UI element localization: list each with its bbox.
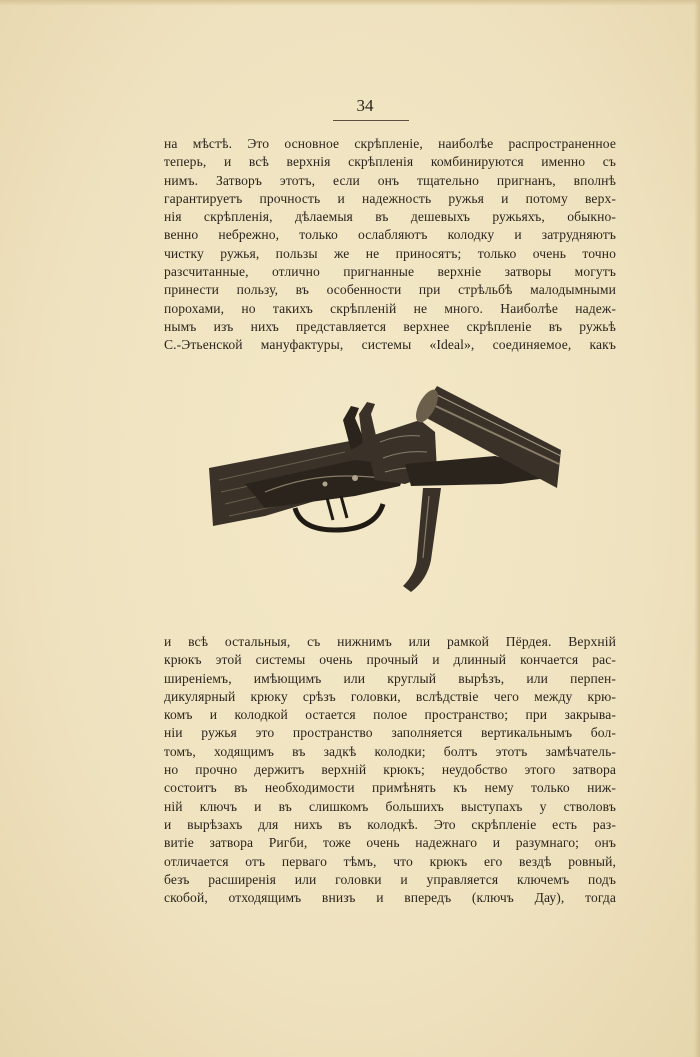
shotgun-illustration [205,380,565,600]
text-line: но прочно держитъ верхній крюкъ; неудобство этого затвора [164,762,616,778]
trigger-guard [295,504,383,530]
text-line: и всѣ остальныя, съ нижнимъ или рамкой Пёрдея. Верхній [164,634,616,649]
text-line: принести пользу, въ особенности при стрѣльбѣ малодымными [164,282,616,298]
text-line: нія скрѣпленія, дѣлаемыя въ дешевыхъ ружьяхъ, обыкно- [164,209,616,225]
page-number: 34 [356,96,374,115]
text-line: разсчитанные, отлично пригнанные верхніе затворы могутъ [164,264,616,280]
text-line: чистку ружья, пользы же не приносятъ; только очень точно [164,245,616,261]
trigger [341,496,347,518]
text-line: отличается отъ перваго тѣмъ, что крюкъ его вездѣ ровный, [164,853,616,869]
paragraph-top [164,135,616,355]
text-line: порохами, но такихъ скрѣпленій не много. Наиболѣе надеж- [164,300,616,316]
lock-pin [352,475,358,481]
text-line: крюкъ этой системы очень прочный и длинный кончается рас- [164,652,616,668]
page-number-rule [333,120,409,121]
text-line: скобой, отходящимъ внизъ и впередъ (ключъ Дау), тогда [164,890,616,906]
text-line: ніи ружья это пространство заполняется вертикальнымъ бол- [164,725,616,741]
text-line: томъ, ходящимъ въ задкѣ колодки; болтъ этотъ замѣчатель- [164,743,616,759]
paragraph-bottom [164,633,616,907]
barrel-rib [427,402,559,464]
opening-lever [403,488,441,592]
text-line: нымъ изъ нихъ представляется верхнее скрѣпленіе въ ружьѣ [164,318,616,334]
text-line: дикулярный крюку срѣзъ головки, вслѣдствіе чего между крю- [164,688,616,704]
text-line: витіе затвора Ригби, тоже очень надежнаго и разумнаго; онъ [164,835,616,851]
text-line: нимъ. Затворъ этотъ, если онъ тщательно пригнанъ, вполнѣ [164,172,616,188]
text-line: гарантируетъ прочность и надежность ружья и потому верх- [164,190,616,206]
text-line: безъ расширенія или головки и управляется ключемъ подъ [164,871,616,887]
text-line: комъ и колодкой остается полое пространство; при закрыва- [164,707,616,723]
text-line: и вырѣзахъ для нихъ въ колодкѣ. Это скрѣпленіе есть раз- [164,816,616,832]
text-line: ширеніемъ, имѣющимъ или круглый вырѣзъ, или перпен- [164,670,616,686]
shotgun-icon [209,386,561,592]
page-edge-top [0,0,700,6]
text-line: венно небрежно, только ослабляютъ колодку и затрудняютъ [164,227,616,243]
page-edge-right [694,0,700,1057]
text-line: состоитъ въ необходимости примѣнять къ нему только ниж- [164,780,616,796]
trigger [327,498,333,520]
text-line: на мѣстѣ. Это основное скрѣпленіе, наиболѣе распространенное [164,136,616,151]
text-line: теперь, и всѣ верхнія скрѣпленія комбинируются именно съ [164,154,616,170]
text-line: С.-Этьенской мануфактуры, системы «Ideal», соединяемое, какъ [164,337,616,353]
lock-pin [323,482,328,487]
text-line: ній ключъ и въ слишкомъ большихъ выступахъ у стволовъ [164,798,616,814]
